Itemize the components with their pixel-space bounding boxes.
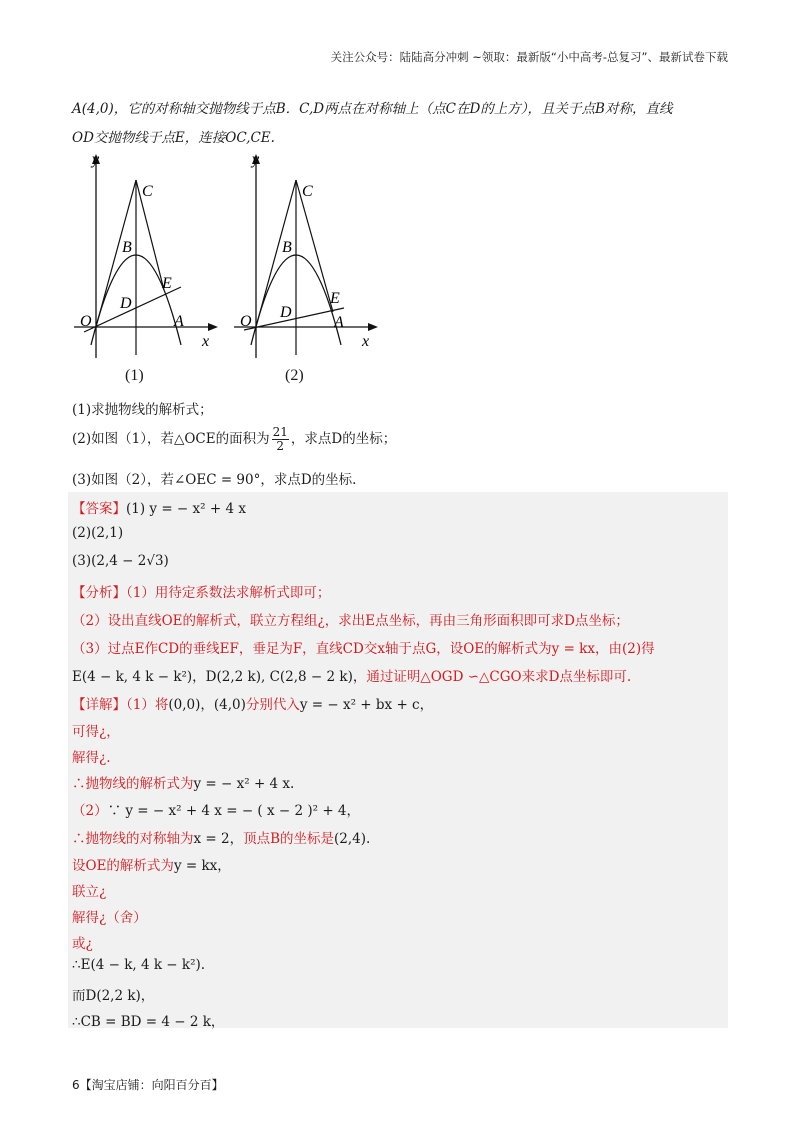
analysis-text-4b: 通过证明△OGD ∽△CGO来求D点坐标即可. — [366, 669, 632, 685]
label-a: A — [174, 313, 184, 330]
x-axis-arrow — [208, 323, 218, 331]
label-a: A — [334, 314, 344, 331]
detail-line-2: 可得¿， — [72, 724, 120, 740]
detail-6b: x = 2， — [193, 831, 244, 847]
question-1: (1)求抛物线的解析式； — [72, 402, 213, 418]
detail-4b: y = − x² + 4 x. — [193, 776, 295, 792]
detail-7a: 设OE的解析式为 — [72, 858, 174, 874]
figure-2-diagram — [226, 150, 386, 390]
label-y: y — [252, 151, 260, 168]
figure-2-caption: (2) — [285, 367, 304, 384]
figure-1-caption: (1) — [125, 367, 144, 384]
detail-tag: 【详解】 — [72, 697, 126, 713]
detail-5b: ∵ y = − x² + 4 x = − ( x − 2 )² + 4， — [107, 803, 361, 819]
fraction-denominator: 2 — [276, 439, 285, 453]
analysis-line-3: （3）过点E作CD的垂线EF，垂足为F，直线CD交x轴于点G，设OE的解析式为y = kx，由(2)得 — [72, 641, 655, 657]
question-2-suffix: ，求点D的坐标； — [290, 431, 397, 447]
detail-line-1 — [72, 693, 433, 713]
intro-line-1: A(4,0)，它的对称轴交抛物线于点B．C,D两点在对称轴上（点C在D的上方），且关于点B对称，直线 — [72, 101, 673, 117]
answer-2: (2)(2,1) — [72, 525, 124, 541]
figure-1-diagram — [66, 150, 226, 390]
label-e: E — [330, 290, 340, 307]
detail-line-6 — [72, 827, 370, 847]
label-y: y — [92, 151, 100, 168]
analysis-text-1: （1）用待定系数法求解析式即可； — [126, 585, 331, 601]
answer-1: (1) y = − x² + 4 x — [126, 501, 246, 517]
detail-line-7 — [72, 854, 231, 874]
answer-tag: 【答案】 — [72, 501, 126, 517]
label-o: O — [80, 313, 92, 330]
intro-line-2: OD交抛物线于点E，连接OC,CE. — [72, 130, 275, 146]
detail-line-13: ∴CB = BD = 4 − 2 k， — [72, 1014, 225, 1030]
solution-box — [68, 492, 728, 1028]
detail-4a: ∴抛物线的解析式为 — [72, 776, 194, 792]
detail-5a: （2） — [72, 803, 108, 819]
question-2-prefix: (2)如图（1），若△OCE的面积为 — [72, 431, 270, 447]
label-b: B — [282, 239, 292, 256]
analysis-line-2: （2）设出直线OE的解析式，联立方程组¿，求出E点坐标，再由三角形面积即可求D点坐标； — [72, 613, 629, 629]
detail-1a: （1）将 — [126, 697, 169, 713]
detail-1b: (0,0)，(4,0) — [168, 697, 246, 713]
label-c: C — [302, 183, 313, 200]
analysis-tag: 【分析】 — [72, 585, 126, 601]
detail-6c: 顶点B的坐标是 — [243, 831, 335, 847]
fraction-numerator: 21 — [272, 425, 288, 439]
label-o: O — [240, 313, 252, 330]
page-footer: 6【淘宝店铺：向阳百分百】 — [72, 1078, 224, 1092]
analysis-text-4a: E(4 − k, 4 k − k²)，D(2,2 k), C(2,8 − 2 k)， — [72, 669, 367, 685]
label-c: C — [142, 183, 153, 200]
analysis-line-4 — [72, 665, 631, 685]
detail-line-12: 而D(2,2 k)， — [72, 988, 155, 1004]
question-2 — [72, 426, 396, 453]
detail-line-9: 解得¿（舍） — [72, 910, 147, 926]
answer-3: (3)(2,4 − 2√3) — [72, 553, 169, 569]
detail-1c: 分别代入 — [245, 697, 300, 713]
fraction-21-2 — [272, 426, 289, 453]
analysis-line-1 — [72, 581, 330, 601]
detail-line-5 — [72, 799, 360, 819]
detail-line-4 — [72, 772, 294, 792]
page-header: 关注公众号：陆陆高分冲刺 ~领取：最新版“小中高考-总复习”、最新试卷下载 — [330, 50, 728, 64]
answer-line-1 — [72, 497, 246, 517]
label-x: x — [362, 333, 370, 350]
detail-line-11: ∴E(4 − k, 4 k − k²). — [72, 957, 206, 973]
detail-1d: y = − x² + bx + c， — [299, 697, 434, 713]
label-x: x — [202, 333, 210, 350]
line-od — [84, 287, 181, 332]
detail-7b: y = kx， — [173, 858, 231, 874]
detail-line-10: 或¿ — [72, 936, 93, 952]
x-axis-arrow — [368, 323, 378, 331]
label-e: E — [162, 275, 172, 292]
label-d: D — [120, 295, 132, 312]
question-3: (3)如图（2），若∠OEC = 90°，求点D的坐标. — [72, 472, 357, 488]
detail-line-3: 解得¿. — [72, 750, 111, 766]
label-d: D — [280, 304, 292, 321]
detail-6d: (2,4). — [334, 831, 371, 847]
detail-6a: ∴抛物线的对称轴为 — [72, 831, 194, 847]
detail-line-8: 联立¿ — [72, 884, 107, 900]
label-b: B — [122, 239, 132, 256]
